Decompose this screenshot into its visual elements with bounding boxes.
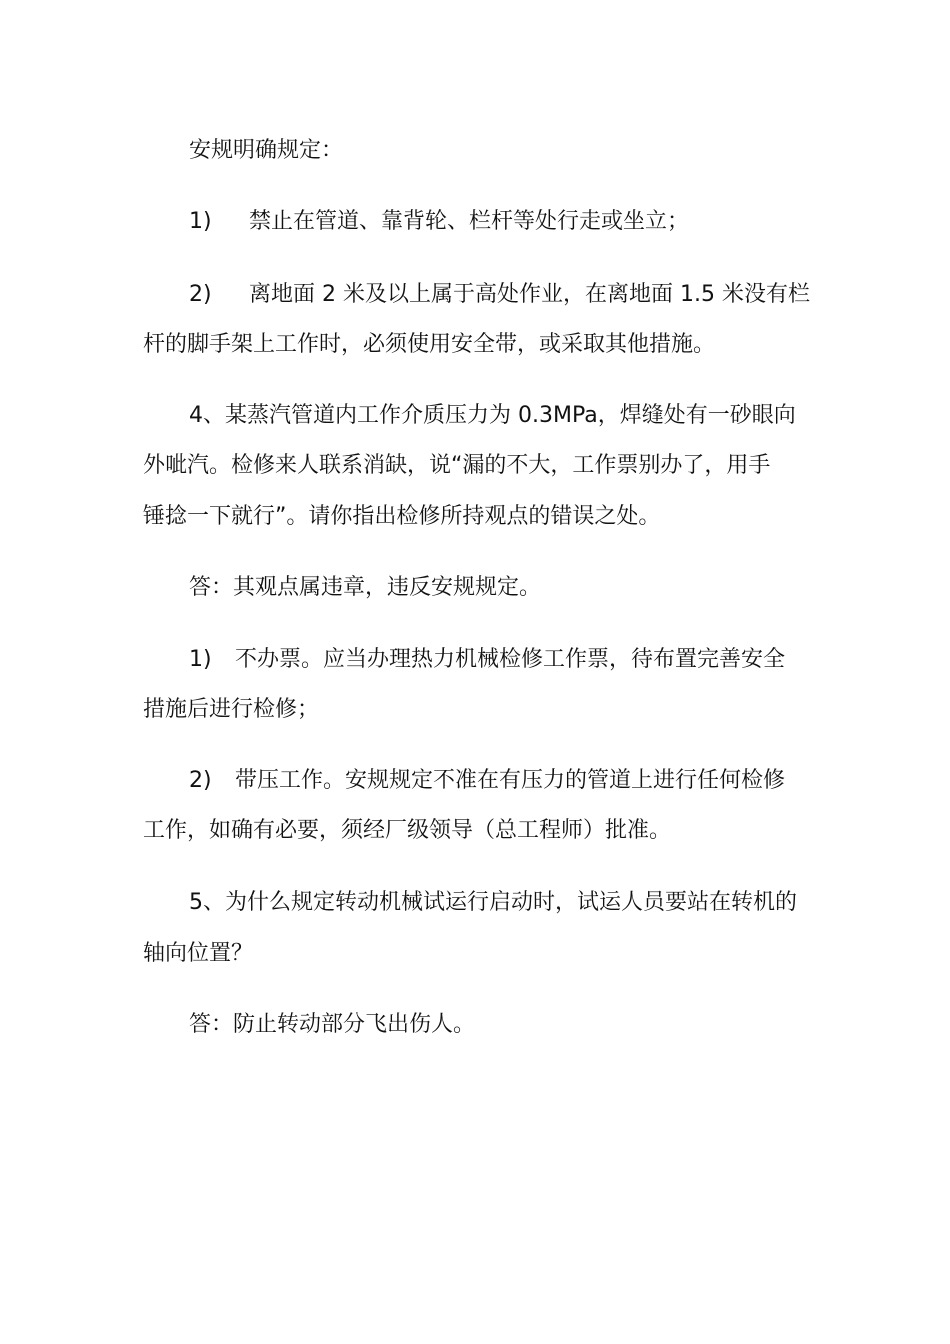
question-text: 5、为什么规定转动机械试运行启动时，试运人员要站在转机的 xyxy=(189,890,797,915)
question-5 xyxy=(189,877,797,928)
question-4-continued xyxy=(143,440,770,491)
paragraph-safety-rules-intro xyxy=(189,125,343,176)
question-text: 轴向位置？ xyxy=(143,941,254,966)
list-number: 2) xyxy=(189,768,212,793)
question-text: 外呲汽。检修来人联系消缺，说“漏的不大，工作票别办了，用手 xyxy=(143,453,771,478)
answer-4-item-1 xyxy=(189,634,785,685)
list-item-text: 离地面 2 米及以上属于高处作业，在离地面 1.5 米没有栏 xyxy=(249,282,810,307)
answer-5 xyxy=(189,999,475,1050)
answer-4-item-2-continued xyxy=(143,805,671,856)
list-item-2-continued xyxy=(143,319,715,370)
list-item-text: 工作，如确有必要，须经厂级领导（总工程师）批准。 xyxy=(143,818,672,843)
question-4-continued xyxy=(143,491,660,542)
answer-4-item-1-continued xyxy=(143,684,319,735)
list-item-1 xyxy=(189,196,689,247)
answer-text: 答：其观点属违章，违反安规规定。 xyxy=(189,575,542,600)
list-number: 2) xyxy=(189,282,212,307)
answer-text: 答：防止转动部分飞出伤人。 xyxy=(189,1012,476,1037)
list-item-text: 带压工作。安规规定不准在有压力的管道上进行任何检修 xyxy=(235,768,786,793)
list-item-text: 不办票。应当办理热力机械检修工作票，待布置完善安全 xyxy=(235,647,786,672)
list-item-text: 措施后进行检修； xyxy=(143,697,320,722)
question-4 xyxy=(189,390,796,441)
list-number: 1) xyxy=(189,647,212,672)
answer-4-item-2 xyxy=(189,755,785,806)
list-item-text: 杆的脚手架上工作时，必须使用安全带，或采取其他措施。 xyxy=(143,332,716,357)
list-item-text: 禁止在管道、靠背轮、栏杆等处行走或坐立； xyxy=(249,209,690,234)
list-item-2 xyxy=(189,269,810,320)
list-number: 1) xyxy=(189,209,212,234)
intro-text: 安规明确规定： xyxy=(189,138,344,163)
question-text: 4、某蒸汽管道内工作介质压力为 0.3MPa，焊缝处有一砂眼向 xyxy=(189,403,796,428)
question-5-continued xyxy=(143,928,253,979)
question-text: 锤捻一下就行”。请你指出检修所持观点的错误之处。 xyxy=(143,504,661,529)
answer-4 xyxy=(189,562,541,613)
